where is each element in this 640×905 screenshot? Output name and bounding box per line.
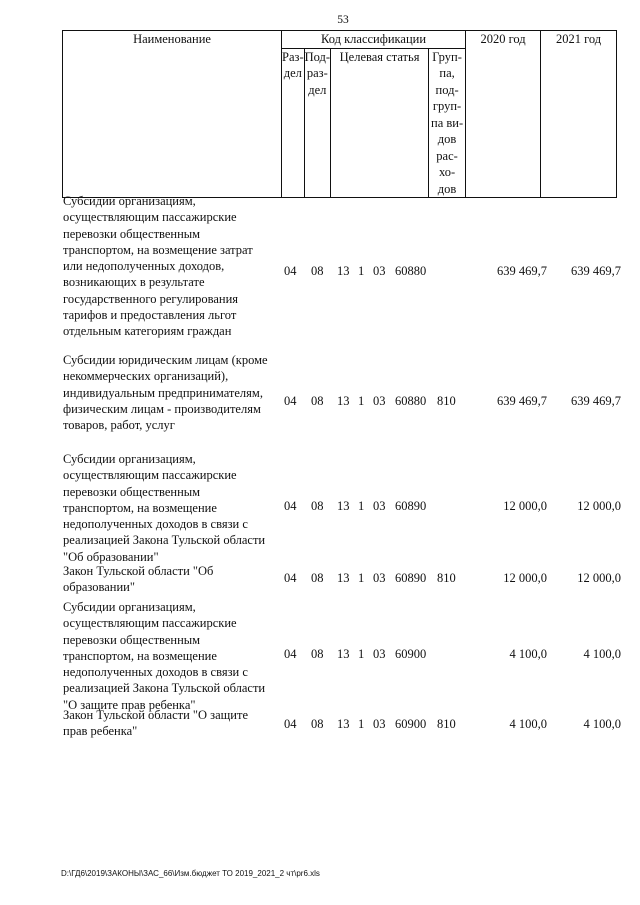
- cell-cs4: 60900: [395, 647, 427, 661]
- row-name-line: индивидуальным предпринимателям,: [63, 385, 263, 400]
- row-name-line: Субсидии юридическим лицам (кроме: [63, 353, 268, 367]
- header-razdel: [282, 48, 305, 198]
- cell-cs3: 03: [373, 571, 386, 585]
- row-name-line: транспортом, на возмещение: [63, 648, 217, 663]
- row-name: [63, 563, 278, 596]
- cell-cs4: 60890: [395, 571, 427, 585]
- cell-y2020: 4 100,0: [509, 717, 547, 731]
- row-name-line: тарифов и предоставления льгот: [63, 308, 237, 323]
- cell-podrazdel: 08: [311, 499, 324, 513]
- cell-vid: 810: [437, 571, 456, 585]
- header-gruppa-line: дов: [437, 132, 457, 146]
- cell-cs2: 1: [358, 647, 365, 661]
- row-name-line: реализацией Закона Тульской области: [63, 681, 266, 696]
- cell-y2021: 639 469,7: [571, 394, 621, 408]
- header-gruppa-line: па ви-: [431, 115, 464, 130]
- cell-cs4: 60880: [395, 394, 427, 408]
- row-name-line: или недополученных доходов,: [63, 259, 225, 274]
- cell-razdel: 04: [284, 571, 297, 585]
- row-name: [63, 451, 278, 565]
- cell-cs1: 13: [337, 394, 350, 408]
- row-name-line: прав ребенка": [63, 724, 138, 739]
- cell-vid: 810: [437, 717, 456, 731]
- header-gruppa-line: Груп-: [432, 49, 462, 64]
- row-name-line: перевозки общественным: [63, 226, 201, 241]
- row-name-line: Субсидии организациям,: [63, 600, 196, 614]
- header-code: Код классификации: [282, 31, 466, 49]
- row-name-line: осуществляющим пассажирские: [63, 468, 237, 483]
- cell-y2020: 12 000,0: [503, 571, 547, 585]
- cell-cs3: 03: [373, 647, 386, 661]
- row-name: [63, 707, 278, 740]
- row-name-line: Закон Тульской области "Об: [63, 564, 214, 578]
- header-gruppa-line: па,: [439, 66, 455, 80]
- cell-cs2: 1: [358, 394, 365, 408]
- cell-podrazdel: 08: [311, 717, 324, 731]
- row-name-line: некоммерческих организаций),: [63, 369, 229, 384]
- header-podrazdel-line: Под-: [304, 49, 331, 64]
- row-name-line: перевозки общественным: [63, 632, 201, 647]
- row-name-line: "О защите прав ребенка": [63, 697, 196, 712]
- row-name-line: транспортом, на возмещение затрат: [63, 242, 253, 257]
- cell-cs2: 1: [358, 717, 365, 731]
- cell-cs4: 60900: [395, 717, 427, 731]
- header-razdel-line: дел: [283, 66, 302, 80]
- cell-cs1: 13: [337, 571, 350, 585]
- cell-razdel: 04: [284, 499, 297, 513]
- cell-cs3: 03: [373, 499, 386, 513]
- cell-y2021: 639 469,7: [571, 264, 621, 278]
- cell-cs2: 1: [358, 264, 365, 278]
- header-gruppa-line: хо-: [438, 165, 456, 179]
- cell-podrazdel: 08: [311, 647, 324, 661]
- cell-cs1: 13: [337, 647, 350, 661]
- cell-cs3: 03: [373, 717, 386, 731]
- cell-cs1: 13: [337, 264, 350, 278]
- row-name-line: перевозки общественным: [63, 484, 201, 499]
- cell-y2020: 4 100,0: [509, 647, 547, 661]
- header-gruppa-line: рас-: [436, 148, 458, 163]
- row-name-line: государственного регулирования: [63, 291, 239, 306]
- cell-cs4: 60880: [395, 264, 427, 278]
- header-gruppa-line: дов: [437, 181, 457, 196]
- row-name-line: товаров, работ, услуг: [63, 418, 175, 433]
- row-name-line: осуществляющим пассажирские: [63, 210, 237, 225]
- header-gruppa-line: груп-: [432, 99, 462, 113]
- header-2020: 2020 год: [466, 31, 541, 198]
- row-name: [63, 193, 278, 340]
- cell-razdel: 04: [284, 264, 297, 278]
- cell-razdel: 04: [284, 717, 297, 731]
- cell-cs1: 13: [337, 499, 350, 513]
- row-name-line: недополученных доходов в связи с: [63, 517, 248, 532]
- row-name-line: физическим лицам - производителям: [63, 401, 261, 416]
- cell-podrazdel: 08: [311, 571, 324, 585]
- row-name: [63, 599, 278, 713]
- row-name-line: реализацией Закона Тульской области: [63, 533, 266, 548]
- cell-cs1: 13: [337, 717, 350, 731]
- header-name: Наименование: [63, 31, 282, 198]
- cell-cs3: 03: [373, 264, 386, 278]
- cell-y2021: 4 100,0: [583, 647, 621, 661]
- cell-y2020: 639 469,7: [497, 264, 547, 278]
- row-name-line: недополученных доходов в связи с: [63, 665, 248, 680]
- row-name-line: возникающих в результате: [63, 275, 205, 290]
- cell-razdel: 04: [284, 394, 297, 408]
- header-gruppa: [429, 48, 466, 198]
- header-podrazdel-line: дел: [308, 82, 327, 97]
- header-podrazdel: [304, 48, 330, 198]
- row-name-line: Субсидии организациям,: [63, 452, 196, 466]
- row-name-line: образовании": [63, 580, 135, 595]
- cell-cs2: 1: [358, 499, 365, 513]
- header-2021: 2021 год: [541, 31, 617, 198]
- cell-cs2: 1: [358, 571, 365, 585]
- row-name-line: отдельным категориям граждан: [63, 324, 232, 339]
- page-number: 53: [337, 14, 349, 26]
- header-podrazdel-line: раз-: [306, 66, 328, 80]
- cell-y2021: 12 000,0: [577, 571, 621, 585]
- header-gruppa-line: под-: [435, 82, 459, 97]
- file-path: D:\ГД6\2019\ЗАКОНЫ\ЗАС_66\Изм.бюджет ТО 2019_2021_2 чт\pr6.xls: [61, 869, 320, 878]
- cell-podrazdel: 08: [311, 264, 324, 278]
- row-name: [63, 352, 278, 433]
- cell-vid: 810: [437, 394, 456, 408]
- cell-y2020: 12 000,0: [503, 499, 547, 513]
- cell-podrazdel: 08: [311, 394, 324, 408]
- cell-y2021: 4 100,0: [583, 717, 621, 731]
- cell-y2021: 12 000,0: [577, 499, 621, 513]
- row-name-line: транспортом, на возмещение: [63, 500, 217, 515]
- row-name-line: Закон Тульской области "О защите: [63, 708, 248, 722]
- row-name-line: Субсидии организациям,: [63, 194, 196, 208]
- cell-cs4: 60890: [395, 499, 427, 513]
- cell-razdel: 04: [284, 647, 297, 661]
- row-name-line: осуществляющим пассажирские: [63, 616, 237, 631]
- header-razdel-line: Раз-: [282, 49, 304, 64]
- table-header: [62, 30, 617, 198]
- cell-cs3: 03: [373, 394, 386, 408]
- cell-y2020: 639 469,7: [497, 394, 547, 408]
- header-celevaya: Целевая статья: [331, 48, 429, 198]
- row-name-line: "Об образовании": [63, 549, 159, 564]
